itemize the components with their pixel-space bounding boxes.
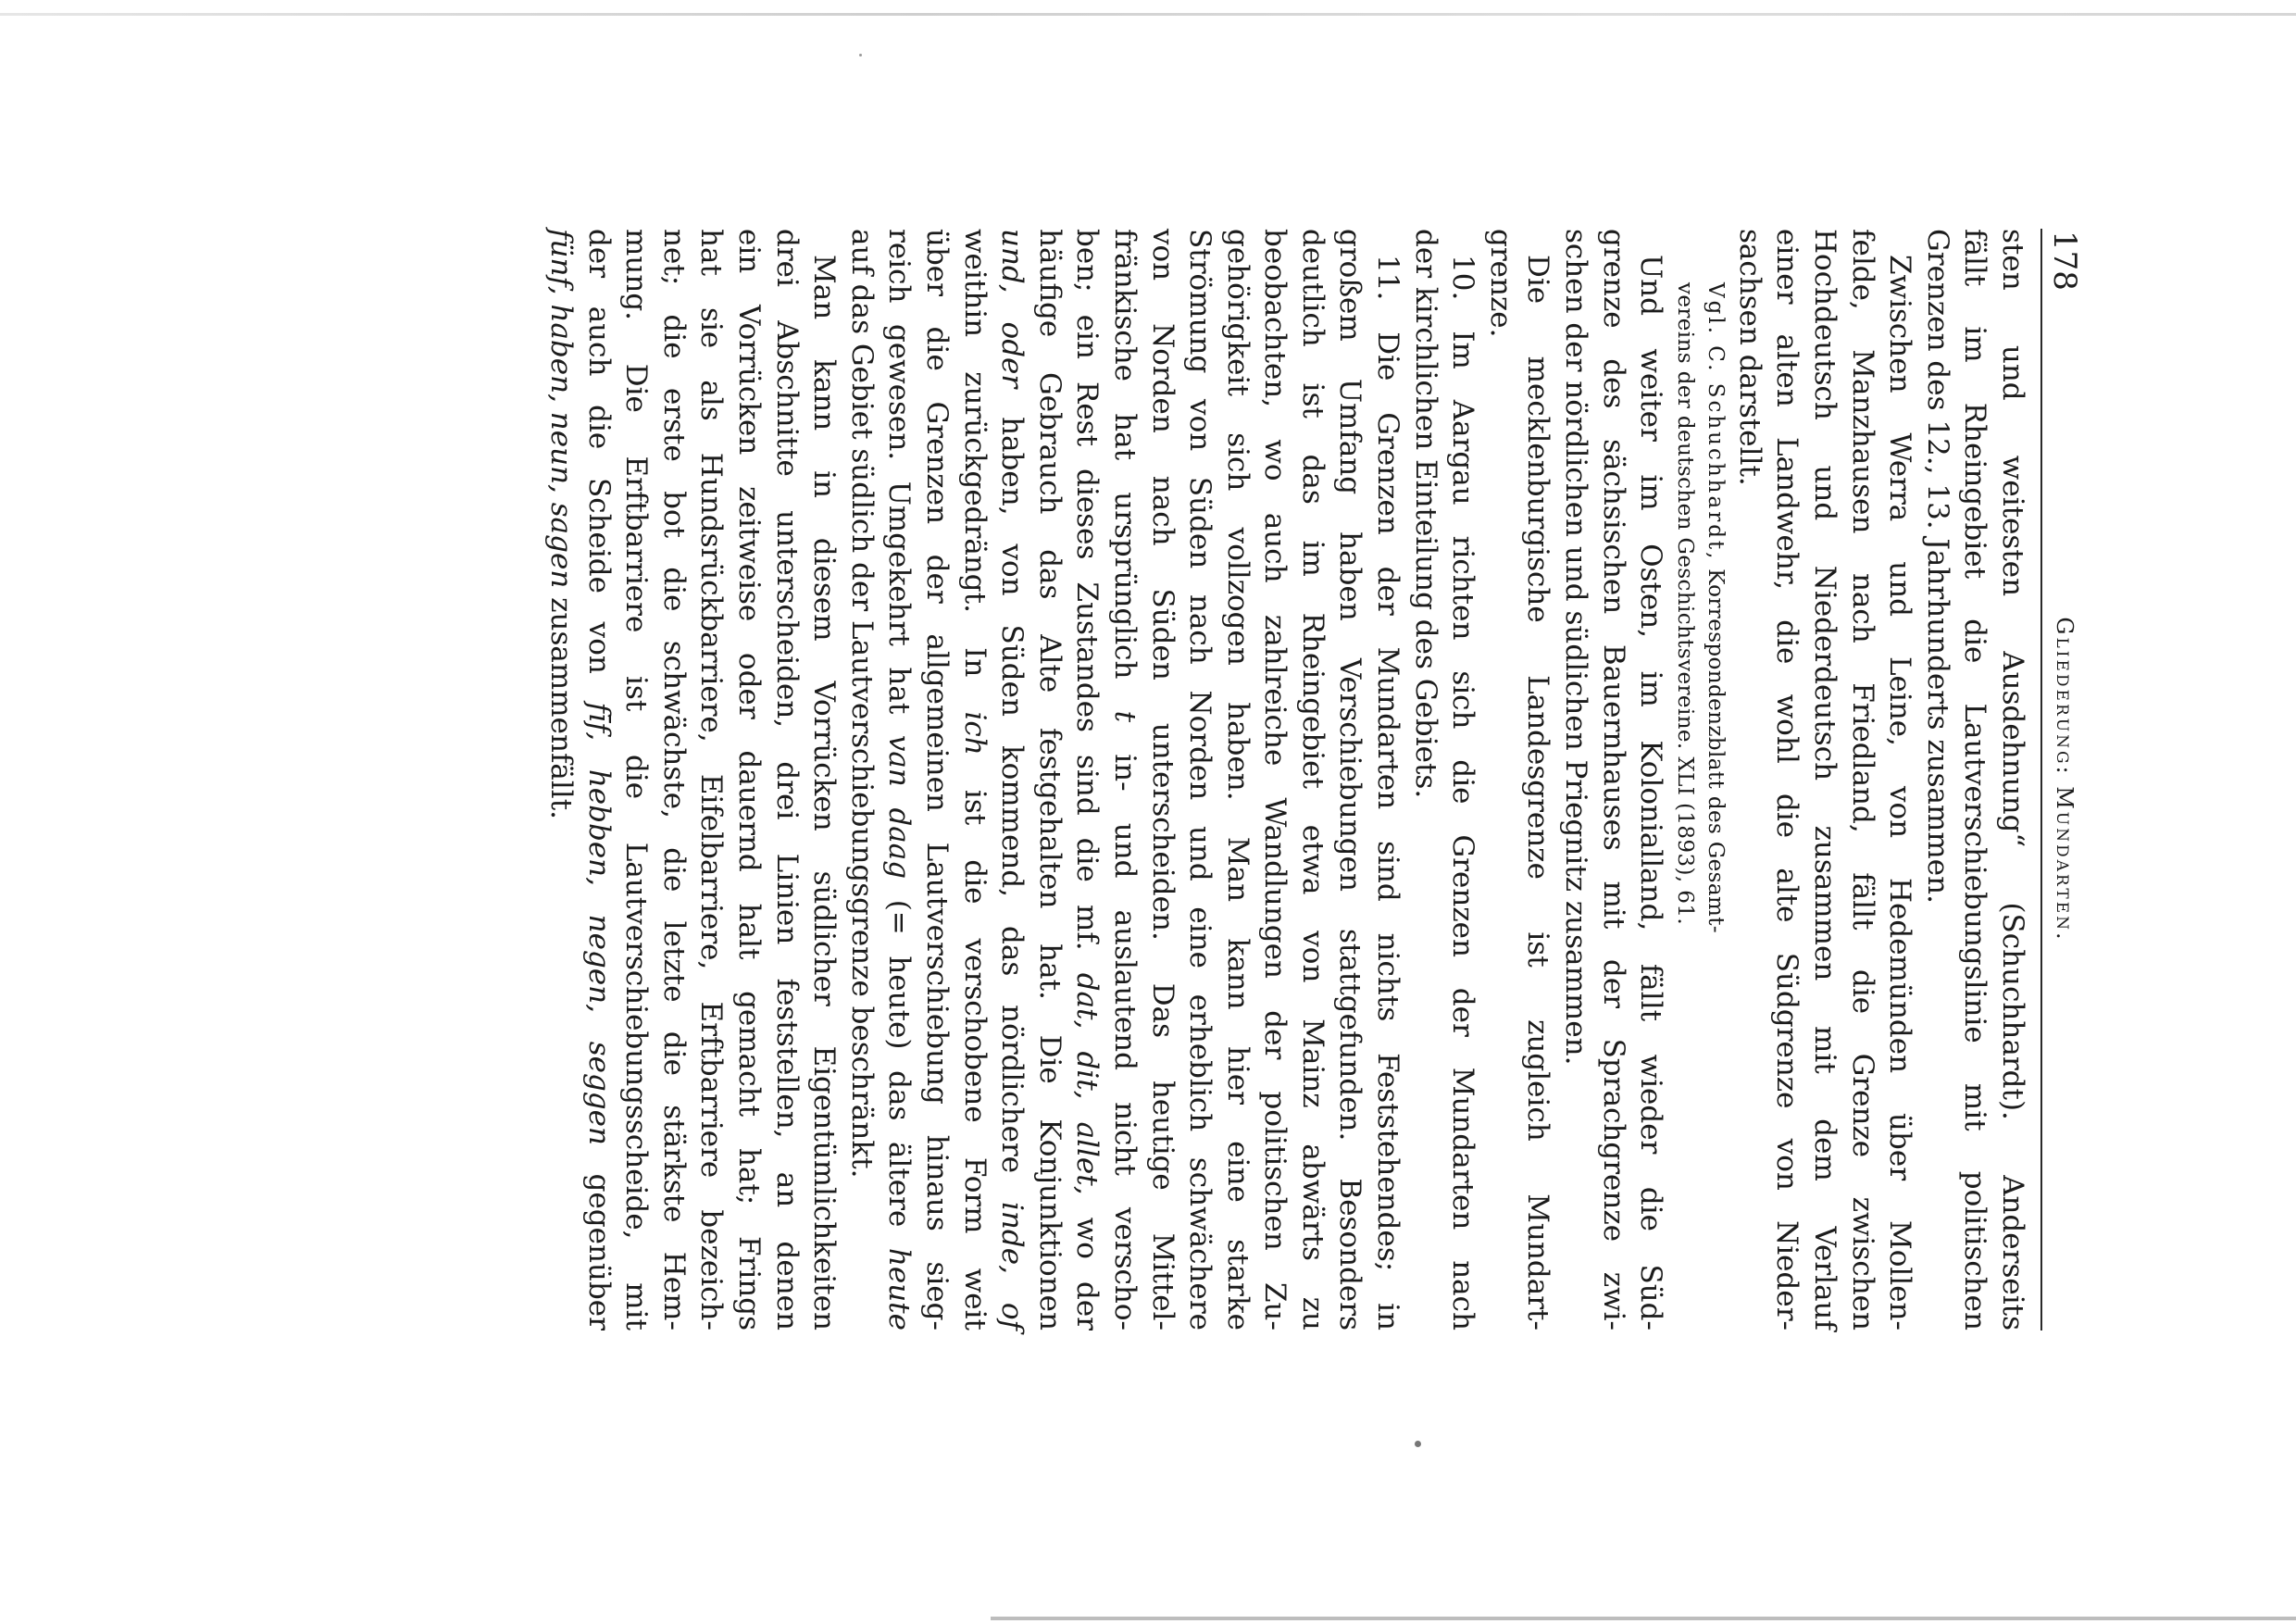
text-line: mung. Die Erftbarriere ist die Lautverschiebungsscheide, mit — [619, 229, 654, 1330]
italic-term: fünf, haben, neun, sagen — [544, 229, 579, 589]
text-line — [580, 229, 618, 1330]
text-line: Und weiter im Osten, im Kolonialland, fällt wieder die Süd- — [1634, 255, 1668, 1330]
text-line: Zwischen Werra und Leine, von Hedemünden über Mollen- — [1883, 255, 1917, 1330]
text-line: ein Vorrücken zeitweise oder dauernd halt gemacht hat; Frings — [732, 229, 766, 1330]
text-line: beobachten, wo auch zahlreiche Wandlungen der politischen Zu- — [1258, 229, 1292, 1330]
italic-term: dat, dit, allet, — [1070, 972, 1104, 1195]
scan-edge-bottom — [991, 1617, 2296, 1620]
italic-term: und, oder — [995, 229, 1029, 389]
text-line: 10. Im Aargau richten sich die Grenzen der Mundarten nach — [1446, 255, 1480, 1330]
text-line: über die Grenzen der allgemeinen Lautverschiebung hinaus sieg- — [919, 229, 954, 1330]
text-line: sachsen darstellt. — [1732, 229, 1766, 486]
text-line: häufige Gebrauch das Alte festgehalten hat. Die Konjunktionen — [1032, 229, 1067, 1330]
text-run: gegenüber — [581, 1144, 616, 1330]
text-line: grenze. — [1483, 229, 1517, 338]
text-line — [1105, 229, 1143, 1330]
scan-speck — [859, 54, 862, 56]
text-line: Man kann in diesem Vorrücken südlicher Eigentümlichkeiten — [807, 255, 842, 1330]
running-head-title: Gliederung: Mundarten. — [2052, 617, 2078, 943]
text-line: von Norden nach Süden unterscheiden. Das heutige Mittel- — [1145, 229, 1179, 1330]
text-line — [993, 229, 1031, 1330]
text-line: 11. Die Grenzen der Mundarten sind nichts Feststehendes; in — [1371, 255, 1405, 1330]
italic-term: heute — [882, 1247, 917, 1330]
text-run: der auch die Scheide von — [581, 229, 616, 703]
text-run: wo der — [1070, 1194, 1104, 1330]
text-line: Grenzen des 12., 13. Jahrhunderts zusammen. — [1920, 229, 1954, 904]
paragraph-werra-leine — [1730, 229, 1918, 1330]
scan-edge-top — [0, 13, 2296, 16]
text-line: hat sie als Hundsrückbarriere, Eifelbarriere, Erftbarriere bezeich- — [694, 229, 729, 1330]
text-line: auf das Gebiet südlich der Lautverschiebungsgrenze beschränkt. — [844, 229, 879, 1179]
text-line: net; die erste bot die schwächste, die letzte die stärkste Hem- — [656, 229, 691, 1330]
text-line: sten und weitesten Ausdehnung“ (Schuchhardt). Anderseits — [1996, 229, 2029, 1330]
text-line: Strömung von Süden nach Norden und eine erheblich schwächere — [1183, 229, 1217, 1330]
text-line: grenze des sächsischen Bauernhauses mit der Sprachgrenze zwi- — [1596, 229, 1630, 1330]
text-line — [1068, 229, 1106, 1330]
text-run: zusammenfällt. — [544, 588, 579, 820]
paragraph-kolonialland — [1556, 229, 1669, 1330]
paragraph-11-grenzen — [842, 229, 1406, 1330]
text-run: ben; ein Rest dieses Zustandes sind die mf. — [1070, 229, 1104, 973]
text-line: großem Umfang haben Verschiebungen stattgefunden. Besonders — [1333, 229, 1367, 1330]
text-line: gehörigkeit sich vollzogen haben. Man kann hier eine starke — [1220, 229, 1254, 1330]
paragraph-vorruecken — [542, 229, 842, 1330]
italic-term: t — [1107, 710, 1142, 723]
page-number: 178 — [2046, 231, 2083, 291]
italic-term: van daag — [882, 734, 917, 880]
text-line — [542, 229, 580, 1330]
text-run: weithin zurückgedrängt. In — [957, 229, 992, 712]
text-run: in- und auslautend nicht verscho- — [1107, 722, 1142, 1330]
text-line: Hochdeutsch und Niederdeutsch zusammen mit dem Verlauf — [1808, 229, 1842, 1330]
italic-term: ich — [957, 711, 992, 756]
text-run: fränkische hat ursprünglich — [1107, 229, 1142, 711]
note-line — [1700, 282, 1730, 1330]
text-line: fällt im Rheingebiet die Lautverschiebungslinie mit politischen — [1958, 229, 1992, 1330]
text-line — [880, 229, 918, 1330]
text-line: deutlich ist das im Rheingebiet etwa von Mainz abwärts zu — [1295, 229, 1329, 1330]
text-line: einer alten Landwehr, die wohl die alte Südgrenze von Nieder- — [1770, 229, 1804, 1330]
text-run: ist die verschobene Form weit — [957, 755, 992, 1330]
text-line — [955, 229, 993, 1330]
text-line: drei Abschnitte unterscheiden, drei Linien feststellen, an denen — [769, 229, 804, 1330]
text-line: Die mecklenburgische Landesgrenze ist zugleich Mundart- — [1521, 255, 1555, 1330]
paragraph-mecklenburg — [1481, 229, 1556, 1330]
italic-term: fīf, hebben, negen, seggen — [581, 702, 616, 1145]
scan-speck — [1415, 1441, 1421, 1447]
note-text: Korrespondenzblatt des Gesamt- — [1703, 568, 1728, 934]
text-run: (= heute) das ältere — [882, 879, 917, 1248]
paragraph-10-aargau — [1406, 229, 1481, 1330]
note-author: Vgl. C. Schuchhardt, — [1703, 282, 1728, 562]
reference-note — [1669, 229, 1730, 1330]
note-line: vereins der deutschen Geschichtsvereine. XLI (1893), 61. — [1673, 282, 1698, 926]
book-page — [213, 229, 2083, 1330]
running-head — [2040, 229, 2083, 1330]
paragraph-continuation — [1918, 229, 2031, 1330]
italic-term: inde, of — [995, 1202, 1029, 1330]
body-text — [542, 229, 2031, 1330]
text-line: felde, Manzhausen nach Friedland, fällt die Grenze zwischen — [1845, 229, 1879, 1330]
text-line: der kirchlichen Einteilung des Gebiets. — [1408, 229, 1442, 799]
text-run: reich gewesen. Umgekehrt hat — [882, 229, 917, 735]
text-run: haben, von Süden kommend, das nördlichere — [995, 388, 1029, 1203]
text-line: schen der nördlichen und südlichen Priegnitz zusammen. — [1559, 229, 1593, 1066]
